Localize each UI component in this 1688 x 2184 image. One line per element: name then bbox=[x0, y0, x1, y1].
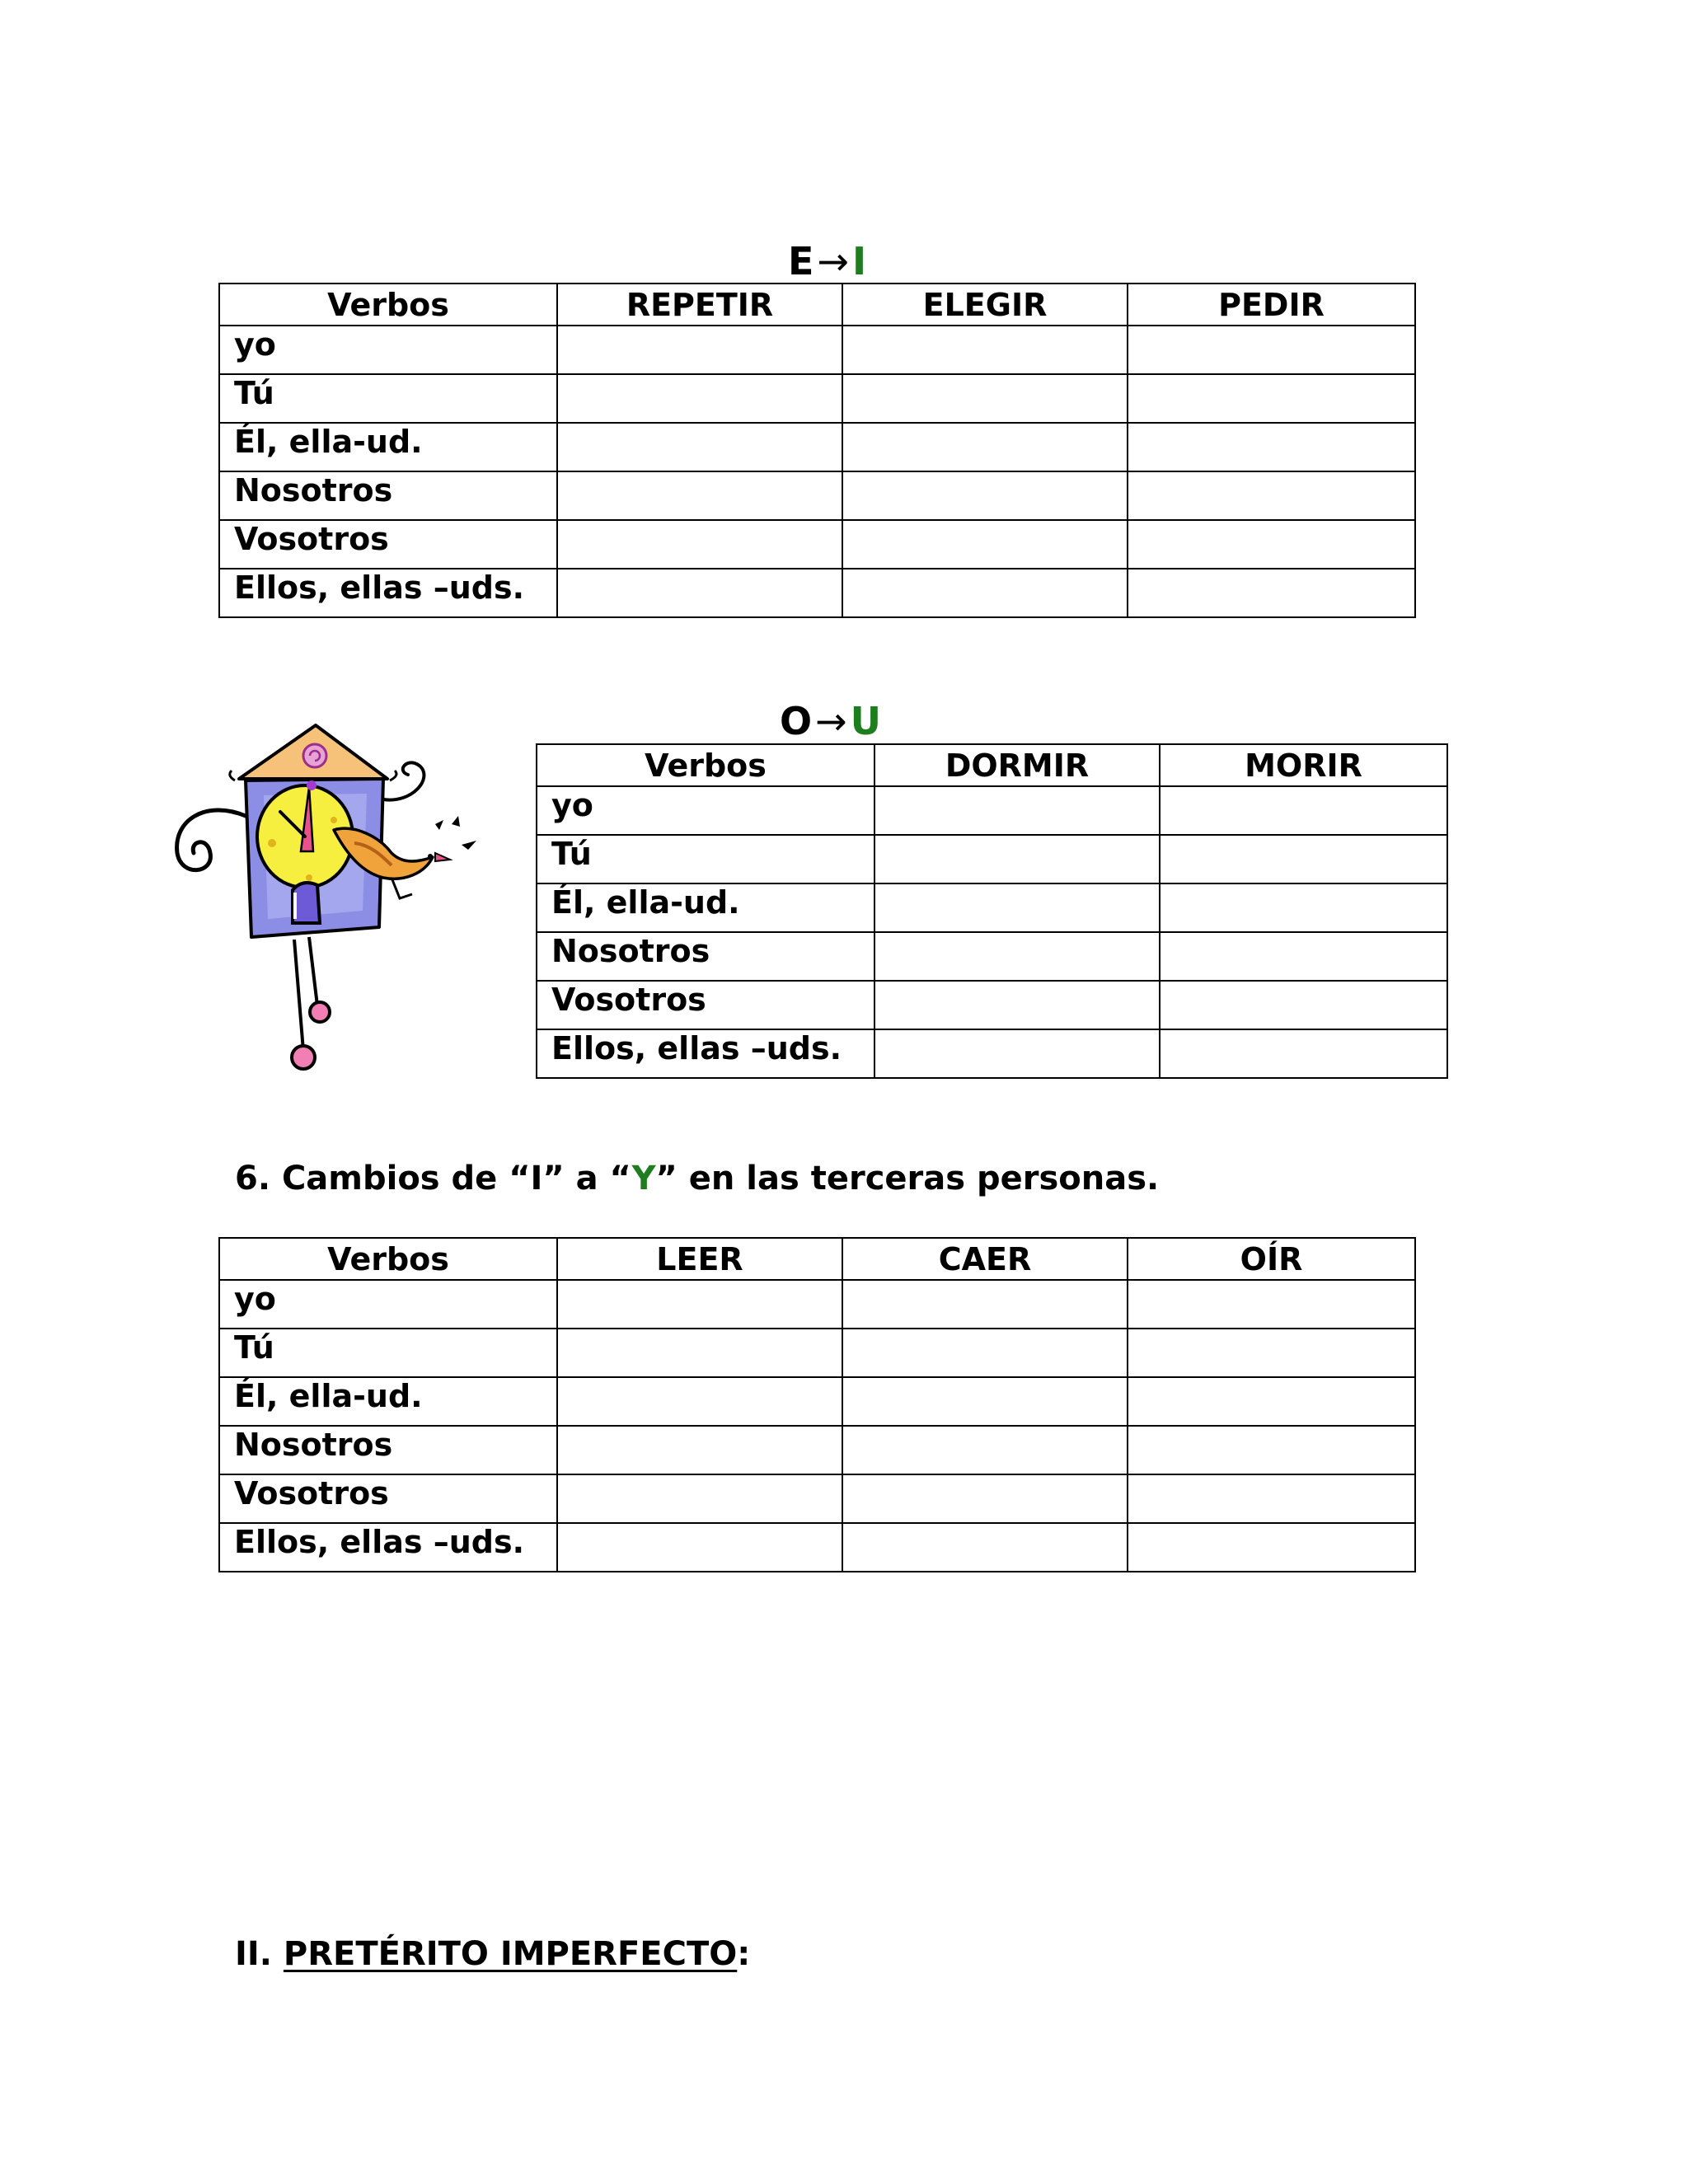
table-header-row bbox=[219, 284, 1415, 326]
row-label-el: Él, ella-ud. bbox=[219, 1377, 557, 1426]
answer-cell bbox=[842, 374, 1128, 423]
row-label-nosotros: Nosotros bbox=[537, 932, 874, 981]
answer-cell bbox=[1160, 786, 1447, 835]
row-label-vosotros: Vosotros bbox=[219, 1474, 557, 1523]
heading-from-letter: E bbox=[788, 239, 814, 284]
answer-cell bbox=[1128, 1377, 1415, 1426]
answer-cell bbox=[1128, 374, 1415, 423]
row-label-tu: Tú bbox=[219, 1329, 557, 1377]
answer-cell bbox=[874, 1029, 1160, 1078]
answer-cell bbox=[842, 471, 1128, 520]
header-verbos: Verbos bbox=[537, 744, 874, 786]
arrow-icon: → bbox=[817, 239, 849, 284]
arrow-icon: → bbox=[815, 699, 847, 743]
answer-cell bbox=[842, 1377, 1128, 1426]
table-row bbox=[219, 1329, 1415, 1377]
section-6-title-part1: 6. Cambios de “I” a “ bbox=[235, 1160, 632, 1197]
answer-cell bbox=[557, 1377, 842, 1426]
header-leer: LEER bbox=[557, 1238, 842, 1280]
row-label-tu: Tú bbox=[537, 835, 874, 883]
answer-cell bbox=[557, 1474, 842, 1523]
section-6-title-part2: ” en las terceras personas. bbox=[655, 1160, 1160, 1197]
answer-cell bbox=[1128, 471, 1415, 520]
header-verbos: Verbos bbox=[219, 1238, 557, 1280]
header-caer: CAER bbox=[842, 1238, 1128, 1280]
table-row bbox=[219, 569, 1415, 617]
table-e-to-i bbox=[218, 283, 1416, 618]
heading-from-letter: O bbox=[780, 699, 813, 743]
answer-cell bbox=[842, 326, 1128, 374]
row-label-tu: Tú bbox=[219, 374, 557, 423]
row-label-yo: yo bbox=[537, 786, 874, 835]
answer-cell bbox=[1128, 326, 1415, 374]
section-ii-title bbox=[235, 1933, 750, 1975]
answer-cell bbox=[557, 326, 842, 374]
row-label-el: Él, ella-ud. bbox=[219, 423, 557, 471]
header-pedir: PEDIR bbox=[1128, 284, 1415, 326]
table-row bbox=[537, 1029, 1447, 1078]
table-o-to-u bbox=[536, 743, 1448, 1079]
answer-cell bbox=[842, 1523, 1128, 1572]
section-ii-colon: : bbox=[737, 1935, 751, 1973]
table-row bbox=[219, 1474, 1415, 1523]
answer-cell bbox=[1160, 932, 1447, 981]
answer-cell bbox=[1128, 1523, 1415, 1572]
row-label-vosotros: Vosotros bbox=[219, 520, 557, 569]
row-label-vosotros: Vosotros bbox=[537, 981, 874, 1029]
table-row bbox=[219, 326, 1415, 374]
header-repetir: REPETIR bbox=[557, 284, 842, 326]
answer-cell bbox=[874, 835, 1160, 883]
row-label-ellos: Ellos, ellas –uds. bbox=[537, 1029, 874, 1078]
table-row bbox=[219, 1280, 1415, 1329]
table-row bbox=[219, 423, 1415, 471]
answer-cell bbox=[1128, 1426, 1415, 1474]
table-row bbox=[537, 786, 1447, 835]
table-row bbox=[219, 520, 1415, 569]
cuckoo-clock-icon bbox=[157, 721, 486, 1084]
answer-cell bbox=[842, 1426, 1128, 1474]
answer-cell bbox=[1128, 520, 1415, 569]
answer-cell bbox=[557, 471, 842, 520]
header-verbos: Verbos bbox=[219, 284, 557, 326]
table-row bbox=[537, 835, 1447, 883]
answer-cell bbox=[874, 786, 1160, 835]
row-label-el: Él, ella-ud. bbox=[537, 883, 874, 932]
table-header-row bbox=[219, 1238, 1415, 1280]
answer-cell bbox=[842, 423, 1128, 471]
heading-to-letter: U bbox=[850, 699, 882, 743]
answer-cell bbox=[557, 1426, 842, 1474]
table-row bbox=[219, 471, 1415, 520]
answer-cell bbox=[842, 569, 1128, 617]
section-ii-heading: PRETÉRITO IMPERFECTO bbox=[283, 1935, 738, 1973]
answer-cell bbox=[874, 932, 1160, 981]
answer-cell bbox=[1160, 835, 1447, 883]
answer-cell bbox=[1160, 981, 1447, 1029]
row-label-yo: yo bbox=[219, 326, 557, 374]
table-row bbox=[219, 374, 1415, 423]
heading-o-to-u bbox=[780, 699, 881, 743]
answer-cell bbox=[1160, 1029, 1447, 1078]
table-row bbox=[537, 883, 1447, 932]
answer-cell bbox=[1128, 569, 1415, 617]
header-elegir: ELEGIR bbox=[842, 284, 1128, 326]
answer-cell bbox=[1128, 423, 1415, 471]
answer-cell bbox=[1128, 1329, 1415, 1377]
answer-cell bbox=[557, 1523, 842, 1572]
answer-cell bbox=[874, 981, 1160, 1029]
row-label-yo: yo bbox=[219, 1280, 557, 1329]
section-6-title bbox=[235, 1158, 1159, 1199]
heading-to-letter: I bbox=[851, 239, 867, 284]
table-row bbox=[537, 932, 1447, 981]
header-morir: MORIR bbox=[1160, 744, 1447, 786]
row-label-nosotros: Nosotros bbox=[219, 1426, 557, 1474]
answer-cell bbox=[557, 520, 842, 569]
table-header-row bbox=[537, 744, 1447, 786]
answer-cell bbox=[842, 1329, 1128, 1377]
table-row bbox=[537, 981, 1447, 1029]
answer-cell bbox=[842, 1474, 1128, 1523]
answer-cell bbox=[842, 1280, 1128, 1329]
answer-cell bbox=[557, 423, 842, 471]
answer-cell bbox=[1128, 1474, 1415, 1523]
answer-cell bbox=[842, 520, 1128, 569]
answer-cell bbox=[557, 1280, 842, 1329]
answer-cell bbox=[557, 569, 842, 617]
header-dormir: DORMIR bbox=[874, 744, 1160, 786]
table-row bbox=[219, 1523, 1415, 1572]
header-oir: OÍR bbox=[1128, 1238, 1415, 1280]
section-ii-numeral: II. bbox=[235, 1935, 272, 1973]
row-label-ellos: Ellos, ellas –uds. bbox=[219, 569, 557, 617]
answer-cell bbox=[1128, 1280, 1415, 1329]
section-6-title-highlight: Y bbox=[631, 1160, 656, 1197]
answer-cell bbox=[1160, 883, 1447, 932]
row-label-ellos: Ellos, ellas –uds. bbox=[219, 1523, 557, 1572]
answer-cell bbox=[874, 883, 1160, 932]
table-row bbox=[219, 1377, 1415, 1426]
answer-cell bbox=[557, 374, 842, 423]
row-label-nosotros: Nosotros bbox=[219, 471, 557, 520]
table-i-to-y bbox=[218, 1237, 1416, 1572]
answer-cell bbox=[557, 1329, 842, 1377]
heading-e-to-i bbox=[788, 239, 866, 284]
table-row bbox=[219, 1426, 1415, 1474]
